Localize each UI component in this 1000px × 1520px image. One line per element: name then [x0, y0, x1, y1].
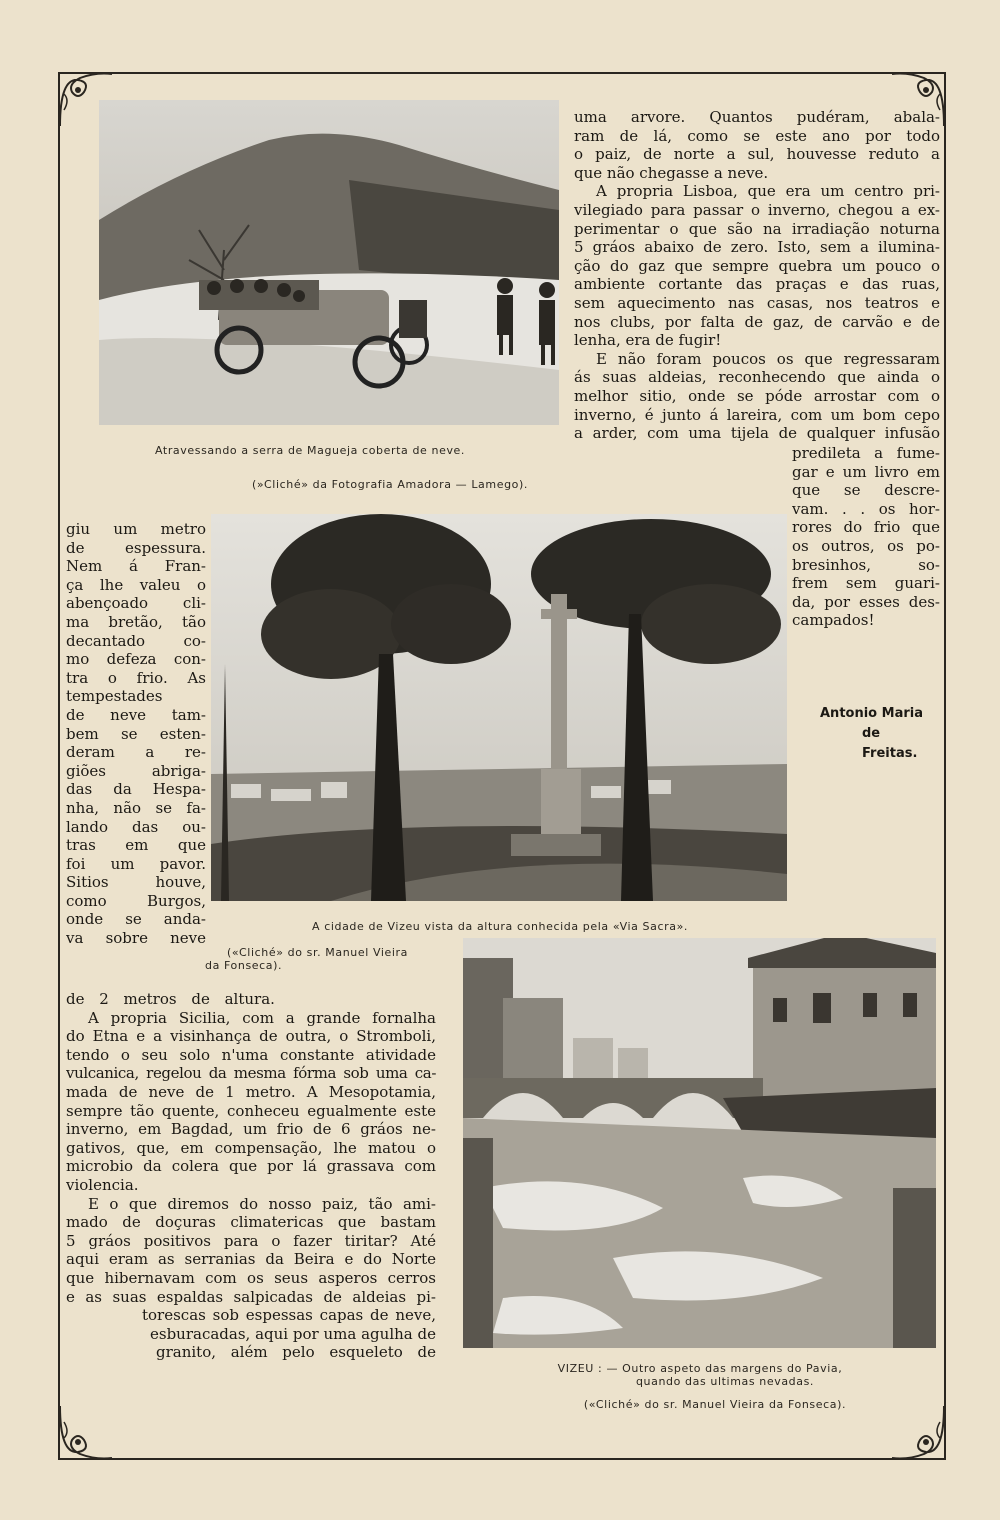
text-line: da, por esses des-	[792, 592, 940, 611]
text-line: abençoado cli-	[66, 594, 206, 613]
text-line: giões abriga-	[66, 761, 206, 780]
text-line: uma arvore. Quantos pudéram, abala-	[574, 108, 940, 126]
text-line: perimentar o que são na irradiação noturna	[574, 219, 940, 238]
photo-serra-magueja	[99, 100, 559, 425]
text-line: mado de doçuras climatericas que bastam	[66, 1213, 436, 1232]
caption-line: quando das ultimas nevadas.	[635, 1375, 815, 1388]
bottom-left-text	[66, 990, 436, 1306]
text-line: sempre tão quente, conheceu egualmente este	[66, 1101, 436, 1120]
text-line: ás suas aldeias, reconhecendo que ainda o	[574, 368, 940, 387]
text-line: E o que diremos do nosso paiz, tão ami-	[88, 1194, 436, 1213]
photo-caption	[500, 1362, 900, 1388]
text-line: ambiente cortante das praças e das ruas,	[574, 275, 940, 294]
text-line: bem se esten-	[66, 724, 206, 743]
photo-caption: A cidade de Vizeu vista da altura conhecida pela «Via Sacra».	[311, 920, 689, 933]
text-line: deram a re-	[66, 743, 206, 762]
text-line: onde se anda-	[66, 910, 206, 929]
text-line: tra o frio. As	[66, 668, 206, 687]
text-line: ção do gaz que sempre quebra um pouco o	[574, 256, 940, 275]
caption-line: VIZEU : — Outro aspeto das margens do Pavia,	[557, 1362, 843, 1375]
text-line: vilegiado para passar o inverno, chegou a ex-	[574, 200, 940, 219]
text-line: predileta a fume-	[792, 444, 940, 462]
text-line: esburacadas, aqui por uma agulha de	[150, 1324, 436, 1343]
text-line: nha, não se fa-	[66, 798, 206, 817]
text-line: granito, além pelo esqueleto de	[156, 1343, 436, 1362]
text-line: microbio da colera que por lá grassava com	[66, 1157, 436, 1176]
text-line: A propria Lisboa, que era um centro pri-	[596, 182, 940, 201]
text-line: que não chegasse a neve.	[574, 163, 769, 182]
signature-line: de Freitas.	[862, 726, 918, 761]
text-line: foi um pavor.	[66, 854, 206, 873]
text-line: de 2 metros de altura.	[66, 990, 275, 1008]
text-line: gar e um livro em	[792, 462, 940, 481]
text-line: mo defeza con-	[66, 650, 206, 669]
text-line: 5 gráos positivos para o fazer tiritar? Até	[66, 1231, 436, 1250]
signature-line: Antonio Maria	[820, 706, 923, 721]
photo-caption: Atravessando a serra de Magueja coberta de neve.	[154, 444, 466, 457]
photo-credit	[205, 946, 445, 972]
text-line: ça lhe valeu o	[66, 575, 206, 594]
text-line: do Etna e a visinhança de outra, o Stromboli,	[66, 1027, 436, 1046]
bottom-left-indented-text	[142, 1306, 436, 1362]
text-line: campados!	[792, 611, 875, 630]
text-line: ma bretão, tão	[66, 612, 206, 631]
photo-credit: («Cliché» do sr. Manuel Vieira da Fonseca).	[583, 1398, 847, 1411]
text-line: e as suas espaldas salpicadas de aldeias pi-	[66, 1287, 436, 1306]
text-line: inverno, é junto á lareira, com um bom cepo	[574, 405, 940, 424]
text-line: como Burgos,	[66, 891, 206, 910]
photo-vizeu-via-sacra	[211, 514, 787, 901]
text-line: tempestades	[66, 687, 163, 706]
right-narrow-text	[792, 444, 940, 630]
text-line: lando das ou-	[66, 817, 206, 836]
right-column-text	[574, 108, 940, 443]
text-line: vam. . . os hor-	[792, 499, 940, 518]
credit-line: da Fonseca).	[205, 959, 283, 972]
text-line: de espessura.	[66, 538, 206, 557]
text-line: a arder, com uma tijela de qualquer infusão	[574, 424, 940, 443]
author-signature	[790, 704, 940, 764]
text-line: lenha, era de fugir!	[574, 331, 722, 350]
text-line: decantado co-	[66, 631, 206, 650]
text-line: torescas sob espessas capas de neve,	[142, 1306, 436, 1324]
text-line: Sitios houve,	[66, 873, 206, 892]
text-line: va sobre neve	[66, 929, 206, 948]
text-line: que hibernavam com os seus asperos cerros	[66, 1268, 436, 1287]
text-line: gativos, que, em compensação, lhe matou o	[66, 1138, 436, 1157]
left-narrow-text	[66, 520, 206, 948]
text-line: tendo o seu solo n'uma constante atividade	[66, 1045, 436, 1064]
text-line: Nem á Fran-	[66, 557, 206, 576]
text-line: os outros, os po-	[792, 536, 940, 555]
text-line: o paiz, de norte a sul, houvesse reduto a	[574, 145, 940, 164]
text-line: tras em que	[66, 836, 206, 855]
corner-ornament-bottom-right-icon	[888, 1402, 948, 1462]
corner-ornament-bottom-left-icon	[56, 1402, 116, 1462]
text-line: violencia.	[66, 1175, 139, 1194]
text-line: de neve tam-	[66, 705, 206, 724]
text-line: vulcanica, regelou da mesma fórma sob uma ca-	[66, 1064, 436, 1083]
text-line: frem sem guari-	[792, 574, 940, 593]
text-line: A propria Sicilia, com a grande fornalha	[88, 1008, 436, 1027]
photo-vizeu-pavia	[463, 938, 936, 1348]
text-line: giu um metro	[66, 520, 206, 538]
text-line: nos clubs, por falta de gaz, de carvão e de	[574, 312, 940, 331]
text-line: mada de neve de 1 metro. A Mesopotamia,	[66, 1082, 436, 1101]
text-line: melhor sitio, onde se póde arrostar com o	[574, 386, 940, 405]
text-line: inverno, em Bagdad, um frio de 6 gráos ne-	[66, 1120, 436, 1139]
text-line: sem aquecimento nas casas, nos teatros e	[574, 293, 940, 312]
text-line: rores do frio que	[792, 518, 940, 537]
photo-credit: (»Cliché» da Fotografia Amadora — Lamego).	[252, 478, 528, 491]
text-line: E não foram poucos os que regressaram	[596, 349, 940, 368]
credit-line: («Cliché» do sr. Manuel Vieira	[227, 946, 409, 959]
text-line: que se descre-	[792, 481, 940, 500]
text-line: das da Hespa-	[66, 780, 206, 799]
text-line: 5 gráos abaixo de zero. Isto, sem a ilumina-	[574, 238, 940, 257]
text-line: bresinhos, so-	[792, 555, 940, 574]
text-line: ram de lá, como se este ano por todo	[574, 126, 940, 145]
text-line: aqui eram as serranias da Beira e do Norte	[66, 1250, 436, 1269]
